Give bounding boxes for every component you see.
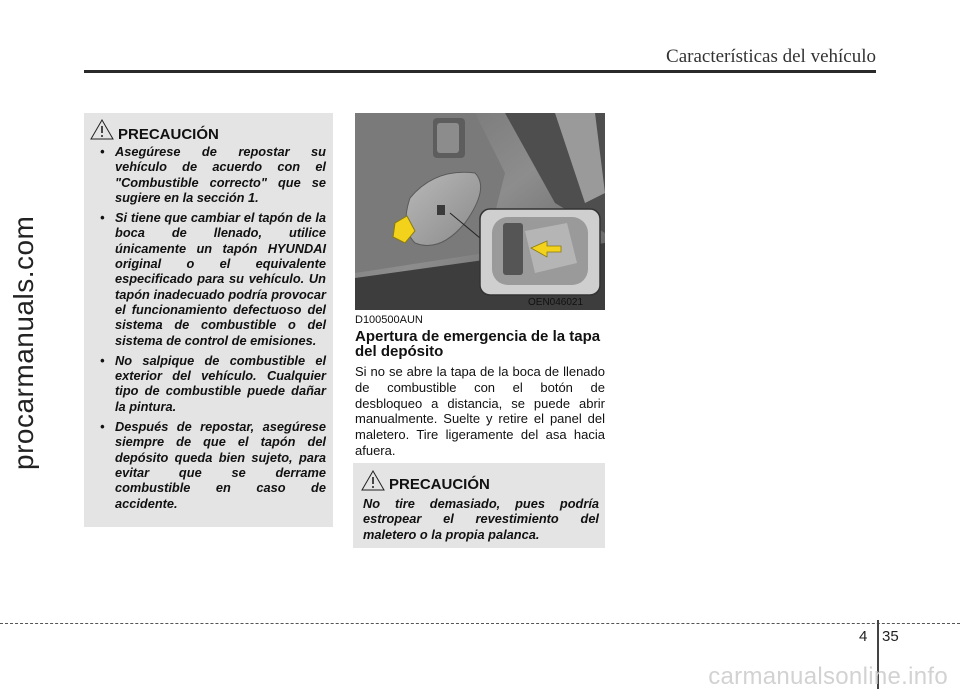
caution-title-1: PRECAUCIÓN xyxy=(118,126,219,143)
side-watermark[interactable]: procarmanuals.com xyxy=(8,215,39,470)
warning-triangle-icon xyxy=(90,119,114,140)
page-number: 35 xyxy=(882,628,899,645)
figure-caption: OEN046021 xyxy=(528,297,584,308)
section-header-title: Características del vehículo xyxy=(666,46,876,67)
section-body: Si no se abre la tapa de la boca de llenado de combustible con el botón de desbloqueo a distancia, se puede abrir manualmente. Suelte y retire el panel del maletero. Tire ligeramente del asa hacia afuera. xyxy=(355,364,605,458)
caution-item: • Asegúrese de repostar su vehículo de acuerdo con el "Combustible correcto" que se sugiere en la sección 1. xyxy=(100,144,326,205)
caution-text-2: No tire demasiado, pues podría estropear el revestimiento del maletero o la propia palanca. xyxy=(363,496,599,542)
caution-title-2: PRECAUCIÓN xyxy=(389,476,490,493)
warning-triangle-icon xyxy=(361,470,385,491)
caution-item: • Después de repostar, asegúrese siempre de que el tapón del depósito queda bien sujeto, para evitar que se derrame combustible en caso de accidente. xyxy=(100,419,326,511)
bottom-watermark[interactable]: carmanualsonline.info xyxy=(708,663,948,690)
chapter-number: 4 xyxy=(859,628,868,645)
section-heading: Apertura de emergencia de la tapa del depósito xyxy=(355,328,601,360)
section-code: D100500AUN xyxy=(355,314,423,326)
trunk-lever-photo xyxy=(355,113,605,310)
footer-rule xyxy=(0,623,960,624)
caution-item: • Si tiene que cambiar el tapón de la boca de llenado, utilice únicamente un tapón HYUNDAI original o el equivalente especificado para su vehículo. Un tapón inadecuado podría provocar el funcionamiento defectuoso del sistema de combustible o del sistema de control de emisiones. xyxy=(100,210,326,348)
header-rule xyxy=(84,70,876,73)
caution-list xyxy=(100,144,326,516)
caution-item: • No salpique de combustible el exterior del vehículo. Cualquier tipo de combustible puede dañar la pintura. xyxy=(100,352,326,414)
